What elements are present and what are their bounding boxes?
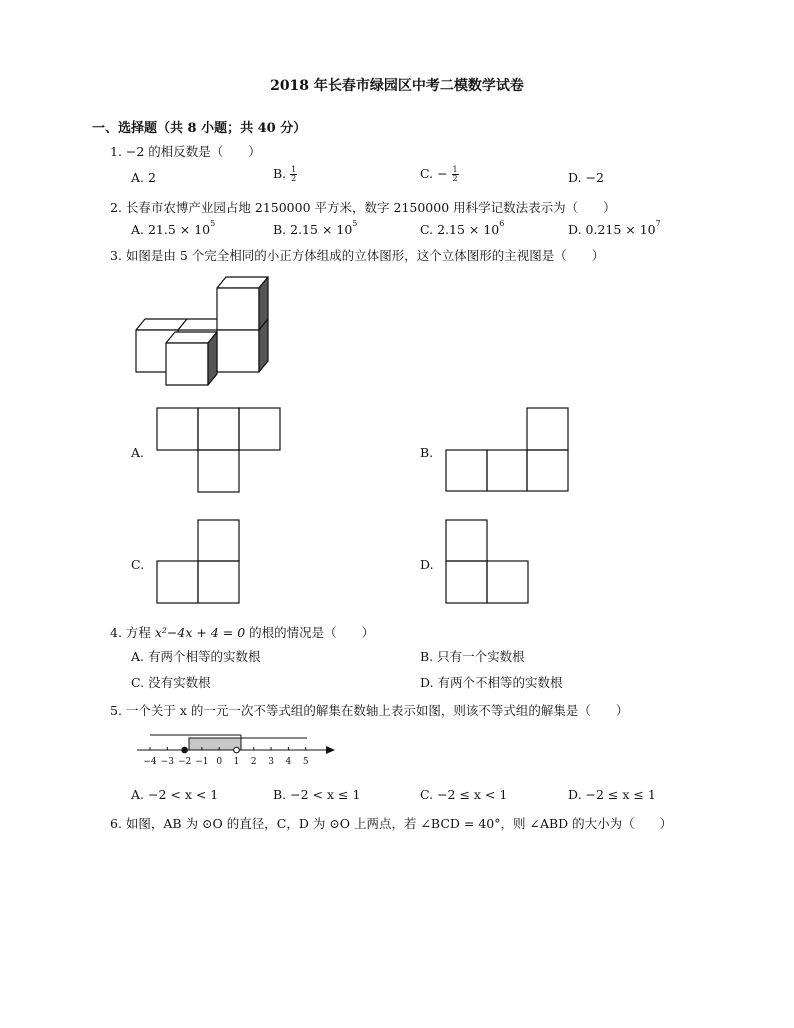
q1-option-d[interactable]: D. −2 [568,170,604,185]
q1-option-b-fraction: $\frac{1}{2}$ [291,165,297,183]
paper-title: 2018 年长春市绿园区中考二模数学试卷 [270,78,524,94]
number-line-hollow-point [234,747,240,753]
q2-option-d[interactable]: D. $0.215 \times 10^7$ [568,219,661,237]
number-line-tick-label: 1 [233,757,240,767]
question-2-stem: 2. 长春市农博产业园占地 2150000 平方米，数字 2150000 用科学记数法表示为（ ） [110,200,616,215]
q1-option-b-label: B. [273,166,287,181]
q5-option-a[interactable]: A. −2 < x < 1 [131,787,219,802]
number-line-tick-label: −4 [143,757,157,767]
q2-option-b[interactable]: B. $2.15 \times 10^5$ [273,219,358,237]
question-1-stem: 1. −2 的相反数是（ ） [110,144,261,159]
q3-option-d-label[interactable]: D. [420,557,434,572]
q4-option-d[interactable]: D. 有两个不相等的实数根 [420,675,563,690]
q1-option-c-fraction: $\frac{1}{2}$ [452,165,458,183]
number-line-tick-label: 3 [268,757,274,767]
q4-option-c[interactable]: C. 没有实数根 [131,675,211,690]
number-line-tick-label: 5 [302,757,309,767]
q3-option-a-label[interactable]: A. [131,445,145,460]
q4-equation: x²−4x + 4 = 0 [154,625,246,640]
number-line-tick-label: 4 [285,757,292,767]
question-6-stem: 6. 如图，AB 为 ⊙O 的直径，C，D 为 ⊙O 上两点，若 ∠BCD = 40°，则 ∠ABD 的大小为（ ） [110,816,673,831]
q5-option-c[interactable]: C. −2 ≤ x < 1 [420,787,508,802]
q1-option-c-label: C. − [420,166,448,181]
question-3-stem: 3. 如图是由 5 个完全相同的小正方体组成的立体图形，这个立体图形的主视图是（ ） [110,248,605,263]
number-line-solid-point [182,747,188,753]
question-5-stem: 5. 一个关于 x 的一元一次不等式组的解集在数轴上表示如图，则该不等式组的解集是（ ） [110,703,629,718]
question-4-stem: 4. 方程 x²−4x + 4 = 0 的根的情况是（ ） [110,625,375,640]
number-line-tick-label: −3 [160,757,174,767]
q4-option-b[interactable]: B. 只有一个实数根 [420,649,525,664]
number-line-solution-shading [189,738,241,750]
q1-option-a[interactable]: A. 2 [131,170,156,185]
q4-option-a[interactable]: A. 有两个相等的实数根 [131,649,261,664]
q3-option-b-label[interactable]: B. [420,445,434,460]
number-line-arrow-icon [326,746,335,754]
section-heading: 一、选择题（共 8 小题；共 40 分） [92,121,307,136]
number-line-tick-label: 2 [250,757,257,767]
number-line-tick-label: −2 [177,757,192,767]
q5-option-b[interactable]: B. −2 < x ≤ 1 [273,787,361,802]
q3-option-c-label[interactable]: C. [131,557,145,572]
number-line-tick-label: 0 [216,757,223,767]
q5-option-d[interactable]: D. −2 ≤ x ≤ 1 [568,787,656,802]
q2-option-a[interactable]: A. $21.5 \times 10^5$ [131,219,216,237]
number-line-tick-label: −1 [195,757,209,767]
q2-option-c[interactable]: C. $2.15 \times 10^6$ [420,219,505,237]
